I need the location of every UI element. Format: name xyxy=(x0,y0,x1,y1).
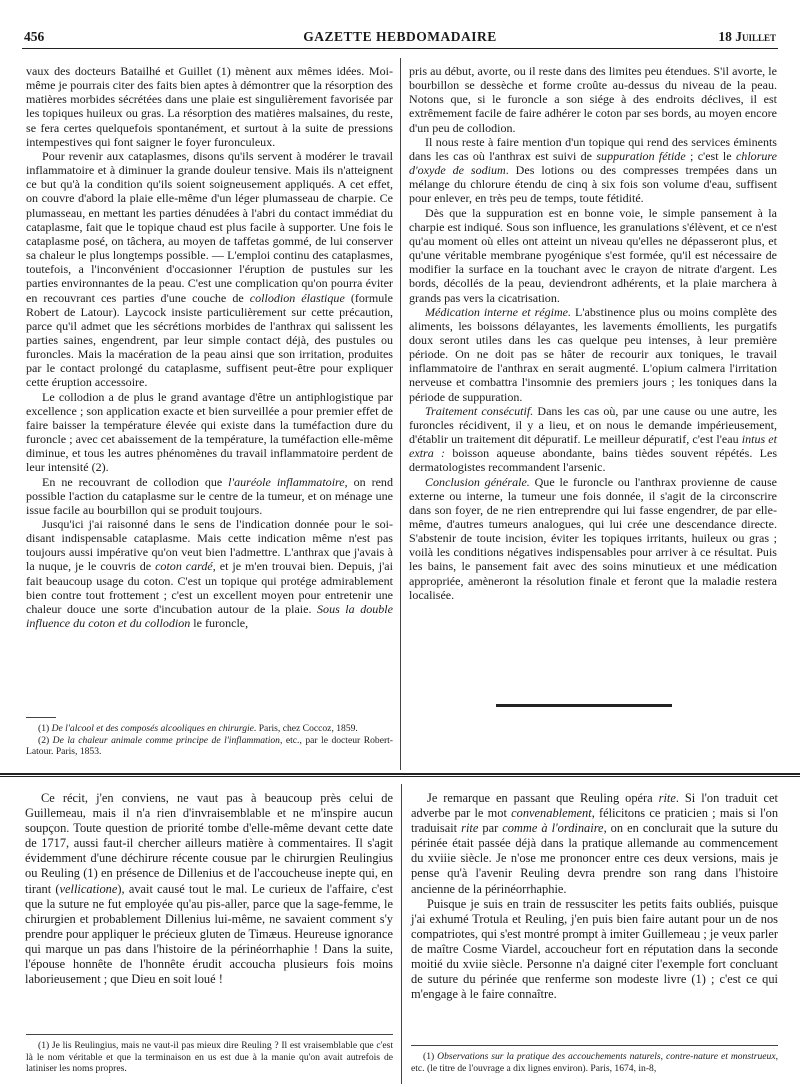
emphasis: comme à l'ordinaire xyxy=(502,821,604,836)
footnote-separator xyxy=(26,717,56,718)
footnote xyxy=(411,1051,778,1074)
text: . Des lotions ou des compresses trempées dans un mélange du chlorure étendu de cinq à six fois son volume d'eau, suffisent pour enlever, en très peu de temps, toute fétidité. xyxy=(409,163,777,206)
text: ; c'est le xyxy=(685,148,736,163)
column-divider xyxy=(401,784,402,1084)
emphasis: De la chaleur animale comme principe de l'inflammation xyxy=(52,734,280,746)
paragraph xyxy=(26,475,393,517)
article-column-right xyxy=(409,64,777,602)
page-header xyxy=(22,26,778,49)
emphasis: l'auréole inflammatoire xyxy=(228,474,345,489)
emphasis: coton cardé xyxy=(155,559,213,574)
emphasis: Sous la double influence du coton et du collodion xyxy=(26,601,393,631)
text: Il nous reste à faire mention d'un topique qui rend des services éminents dans les cas où l'anthrax est suivi de xyxy=(409,134,777,163)
text: Pour revenir aux cataplasmes, disons qu'ils servent à modérer le travail inflammatoire et à diminuer la grande douleur tensive. Mais ils n'atteignent ce but qu'à la condition qu'ils soient soigneusement appliqués. A cet effet, on couvre d'abord la plaie elle-même d'un léger plumasseau de charpie. Ce plumasseau, en mettant les parties dénudées à l'abri du contact immédiat du cataplasme, fait que le topique chaud est plus facile à supporter. Une fois le cataplasme posé, on tâchera, au moyen de taffetas gommé, de lui conserver sa chaleur le plus longtemps possible. — L'emploi continu des cataplasmes, toutefois, a l'inconvénient d'occasionner l'éruption de pustules sur les parties environnantes de la peau. C'est une complication qu'on pourra éviter en recouvrant ces parties d'une couche de xyxy=(26,148,393,305)
emphasis: Observations sur la pratique des accouchements naturels, contre-nature et monstrueux xyxy=(437,1051,776,1062)
paragraph xyxy=(26,149,393,390)
text: Puisque je suis en train de ressusciter les petits faits oubliés, puisque j'ai exhumé Trotula et Reuling, j'en puis bien faire autant pour un de nos compatriotes, qui s'est montré prompt à imiter Guillemeau ; je veux parler de maître Cosme Viardel, accoucheur fort en réputation dans la seconde moitié du xviie siècle. Personne n'a daigné citer l'exemple fort concluant de suture du périnée que renferme son modeste livre (1) ; c'est ce qui m'engage à le faire connaître. xyxy=(411,896,778,1002)
paragraph xyxy=(25,791,393,987)
footnote-separator xyxy=(26,1034,393,1035)
text: Jusqu'ici j'ai raisonné dans le sens de l'indication donnée pour le soi-disant indispensable cataplasme. Mais cette indication même n'est pas toujours aussi impérative qu'on veut bien l'admettre. L'anthrax que j'avais à la nuque, je le couvris de xyxy=(26,517,393,574)
paragraph xyxy=(26,390,393,475)
footnote: (1) Je lis Reulingius, mais ne vaut-il pas mieux dire Reuling ? Il est vraisemblable que c'est là le nom véritable et que la terminaison en us est due à la manie qu'on avait autrefois de latiniser les noms propres. xyxy=(26,1040,393,1074)
text: Le collodion a de plus le grand avantage d'être un antiphlogistique par excellence ; son application exacte et bien surveillée a pour premier effet de faire baisser la température élevée qui existe dans la tuméfaction dure du furoncle ; avec cet abaissement de la température, la tuméfaction elle-même diminue, et tous les autres phénomènes du travail inflammatoire perdent de leur intensité (2). xyxy=(26,389,393,475)
footnote-mark: (2) xyxy=(38,734,50,746)
text: ), avait causé tout le mal. Le curieux de l'affaire, c'est que la suture ne fut employée qu'au pis-aller, parce que la sage-femme, le chirurgien et probablement Dillenius lui-même, ne savaient comment s'y prendre pour appliquer le précieux gluten de Timæus. Heureuse ignorance qui marque un pas dans l'histoire de la périnéorrhaphie ! Dans la suite, l'épouse honnête de l'honnête érudit accoucha plusieurs fois moins laborieusement ; que Dieu en soit loué ! xyxy=(25,881,393,987)
text: le furoncle, xyxy=(190,616,249,631)
text: , etc. (le titre de l'ouvrage a dix lignes environ). Paris, 1674, in-8, xyxy=(411,1051,779,1074)
footnote-feuilleton-right xyxy=(411,1051,778,1074)
text: Que le furoncle ou l'anthrax provienne de cause externe ou interne, la tumeur une fois donnée, il s'agit de la circonscrire dans son foyer, de ne rien entreprendre qui lui fasse engendrer, de par elle-même, d'autres tumeurs analogues, qui lui crée une descendance directe. S'abstenir de toute incision, éviter les topiques irritants, huileux ou gras ; voilà les conditions négatives indispensables pour arriver à ce résultat. Puis les bains, le pansement fait avec des soins minutieux et une médication appropriée, amèneront la résolution finale et feront que la maladie restera localisée. xyxy=(409,474,777,602)
text: , etc., par le docteur Robert-Latour. Paris, 1853. xyxy=(26,734,394,757)
text: En ne recouvrant de collodion que xyxy=(42,474,229,489)
section-end-rule xyxy=(496,704,672,707)
text: (formule Robert de Latour). Laycock insiste particulièrement sur cette précaution, parce qu'il admet que les sécrétions morbides de l'anthrax qui salissent les parties saines, engendrent, par leur simple contact déjà, des pustules ou furoncles. Mais la macération de la peau ainsi que son irritation, produites par le contact prolongé du cataplasme, suffisent peut-être pour expliquer cette éruption accessoire. xyxy=(26,290,393,390)
feuilleton-rule xyxy=(0,773,800,775)
paragraph xyxy=(409,64,777,135)
paragraph xyxy=(409,135,777,206)
emphasis: intus et extra : xyxy=(409,432,777,461)
journal-title: GAZETTE HEBDOMADAIRE xyxy=(303,29,497,44)
emphasis: convenablement xyxy=(511,806,592,821)
feuilleton-column-right xyxy=(411,791,778,1002)
text: L'abstinence plus ou moins complète des aliments, les boissons délayantes, les lavements émollients, les purgatifs doux seront utiles dans les cas quelque peu intenses, à leur première période. On ne doit pas se hâter de recourir aux toniques, le travail inflammatoire de l'anthrax en serait augmenté. L'opium calmera l'irritation nerveuse et combattra l'insomnie des premiers jours ; les toniques dans la période de suppuration. xyxy=(409,304,777,404)
text: . Si l'on traduit cet adverbe par le mot xyxy=(411,791,778,821)
feuilleton-column-left xyxy=(25,791,393,987)
emphasis: De l'alcool et des composés alcooliques en chirurgie xyxy=(51,723,254,734)
emphasis: suppuration fétide xyxy=(596,148,686,163)
emphasis: collodion élastique xyxy=(249,290,345,305)
text: . Paris, chez Coccoz, 1859. xyxy=(253,723,358,734)
footnote xyxy=(26,723,393,735)
page-number: 456 xyxy=(24,29,45,44)
text: , félicitons ce praticien ; mais si l'on traduisait xyxy=(411,806,779,836)
text: vaux des docteurs Batailhé et Guillet (1) mènent aux mêmes idées. Moi-même je pourrais citer des faits bien aptes à démontrer que la résorption des matières morbides sécrétées dans une plaie est singulièrement favorisée par les topiques huileux ou gras. La résorption des matières malsaines, du reste, se fera certes quelquefois spontanément, et surtout à la suite de pressions intempestives qui font saigner le foyer furonculeux. xyxy=(26,64,393,149)
text: Ce récit, j'en conviens, ne vaut pas à beaucoup près celui de Guillemeau, mais il n'a rien d'invraisemblable et ne m'inspire aucun soupçon. Toute question de priorité tombe d'elle-même devant cette date de 1717, aussi faut-il chercher ailleurs matière à commentaires. Il s'agit évidemment d'une déchirure récente cousue par le chirurgien Reulingius ou Reuling (1) en présence de Dillenius et de l'accoucheuse inepte qui, en tirant ( xyxy=(25,791,393,896)
column-divider xyxy=(400,58,401,770)
feuilleton-rule xyxy=(0,776,800,777)
section-heading: Traitement consécutif. xyxy=(425,403,534,418)
paragraph xyxy=(409,206,777,305)
footnote-feuilleton-left xyxy=(26,1040,393,1075)
footnote xyxy=(26,735,393,758)
paragraph xyxy=(409,305,777,404)
section-heading: Conclusion générale. xyxy=(425,474,530,489)
text: , et je m'en trouvai bien. Depuis, j'ai fait beaucoup usage du coton. C'est un topique qui protége admirablement bien contre tout frottement ; c'est un excellent moyen pour entretenir une chaleur douce une sorte d'incubation autour de la plaie. xyxy=(26,559,393,616)
article-column-left xyxy=(26,64,393,630)
text: , on rend possible l'action du cataplasme sur le centre de la tumeur, et on ménage une issue facile au bourbillon qui se produit toujours. xyxy=(26,474,393,517)
footnotes-article xyxy=(26,723,393,758)
text: , on en conclurait que la suture du périnée était passée déjà dans la pratique allemande au commencement du xviiie siècle. Je n'ose me prononcer entre ces deux versions, mais je pense qu'à l'avenir Reuling devra prendre son rang dans l'histoire ancienne de la périnéorrhaphie. xyxy=(411,821,778,896)
text: Je remarque en passant que Reuling opéra xyxy=(427,791,659,805)
footnote-separator xyxy=(411,1045,778,1046)
text: pris au début, avorte, ou il reste dans des limites peu étendues. S'il avorte, le bourbillon se dessèche et forme croûte au-dessus du niveau de la peau. Notons que, si le furoncle a son siége à des endroits déclives, il est extrêmement facile de faire adhérer le coton par ses bords, au moyen encore d'un peu de collodion. xyxy=(409,64,777,135)
section-heading: Médication interne et régime. xyxy=(425,304,572,319)
emphasis: chlorure d'oxyde de sodium xyxy=(409,148,777,178)
footnote-mark: (1) xyxy=(38,723,50,734)
emphasis: vellicatione xyxy=(59,881,118,896)
text: Dans les cas où, par une cause ou une autre, les furoncles récidivent, il y a lieu, et on nous le demande impérieusement, d'établir un traitement dit dépuratif. Le meilleur dépuratif, c'est l'eau xyxy=(409,403,777,447)
emphasis: rite xyxy=(461,821,479,836)
text: par xyxy=(478,821,503,836)
issue-date: 18 Juillet xyxy=(718,29,776,44)
footnote-mark: (1) xyxy=(423,1051,435,1062)
emphasis: rite xyxy=(658,791,676,805)
paragraph xyxy=(411,897,778,1003)
paragraph xyxy=(411,791,778,897)
text: Dès que la suppuration est en bonne voie, le simple pansement à la charpie est indiqué. Sous son influence, les granulations s'élèvent, et ce n'est qu'au moment où elles ont atteint un niveau qu'elles ne dépasseront plus, et qu'une véritable membrane pyogénique s'est formée, qu'il est nécessaire de modifier la surface en la touchant avec le crayon de nitrate d'argent. Les bords, décollés de la peau, deviendront adhérents, et la plaie marchera à grands pas vers la cicatrisation. xyxy=(409,205,777,305)
paragraph xyxy=(409,475,777,602)
paragraph xyxy=(26,64,393,149)
paragraph xyxy=(26,517,393,630)
paragraph xyxy=(409,404,777,475)
text: boisson aqueuse abondante, bains tièdes souvent répétés. Les dermatologistes recommandent l'arsenic. xyxy=(409,446,778,475)
